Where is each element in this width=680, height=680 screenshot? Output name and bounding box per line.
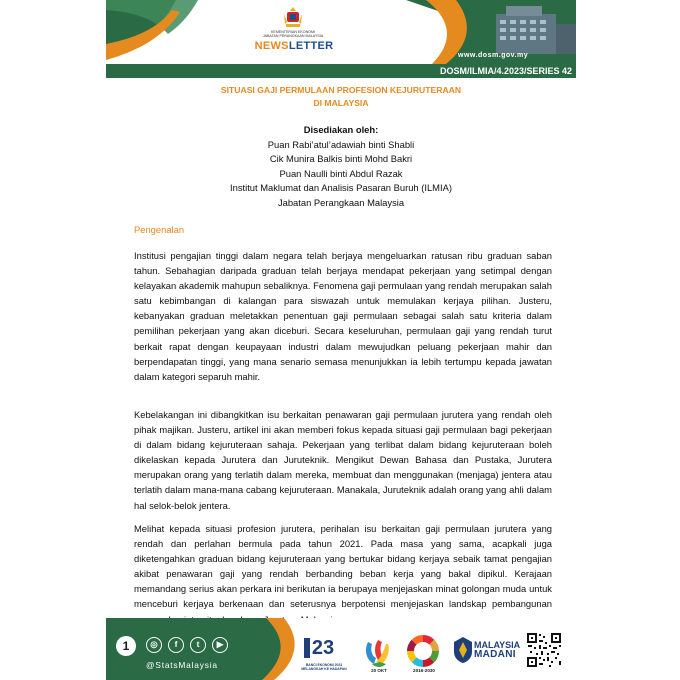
paragraph-2: Kebelakangan ini dibangkitkan isu berkaitan penawaran gaji permulaan jurutera yang rendah oleh pihak majikan. Justeru, artikel ini akan memberi fokus kepada situasi gaji permulaan bagi pekerjaan di dalam bidang kejuruteraan sahaja. Pekerjaan yang terlibat dalam bidang kejuruteraan boleh dikelaskan kepada Jurutera dan Juruteknik. Mengikut Dewan Bahasa dan Pustaka, Jurutera merupakan orang yang terlatih dalam mereka, membuat dan menggunakan (menjaga) jentera atau terlatih dalam mana-mana cabang kejuruteraan. Manakala, Juruteknik adalah orang yang ahli dalam hal selok-belok jentera. xyxy=(134,409,552,511)
newsletter-page xyxy=(106,0,576,680)
article-title-line-1: SITUASI GAJI PERMULAAN PROFESION KEJURUTERAAN xyxy=(220,85,462,95)
newsletter-letter: LETTER xyxy=(288,40,334,52)
article-title-line-2: DI MALAYSIA xyxy=(313,98,369,108)
website-url[interactable]: www.dosm.gov.my xyxy=(458,52,529,59)
prepared-by-heading: Disediakan oleh: xyxy=(303,124,379,135)
article-title xyxy=(106,84,576,110)
madani-line-2: MADANI xyxy=(474,649,516,660)
author-1: Puan Rabi’atul’adawiah binti Shabli xyxy=(267,138,415,150)
facebook-icon[interactable]: f xyxy=(168,637,184,653)
qr-code[interactable] xyxy=(526,632,562,668)
ministry-name xyxy=(246,30,340,38)
ministry-line-2: JABATAN PERANGKAAN MALAYSIA xyxy=(262,34,324,39)
organization-1: Institut Maklumat dan Analisis Pasaran Buruh (ILMIA) xyxy=(230,182,452,194)
sdg-wheel-logo xyxy=(406,634,440,668)
sdg-years: 2016-2030 xyxy=(413,668,435,673)
twitter-icon[interactable]: t xyxy=(190,637,206,653)
footer-banner xyxy=(106,618,576,680)
newsletter-logo xyxy=(254,40,334,52)
ministry-line-1: KEMENTERIAN EKONOMI xyxy=(271,30,315,34)
organization-2: Jabatan Perangkaan Malaysia xyxy=(277,196,405,208)
instagram-icon[interactable]: ◎ xyxy=(146,637,162,653)
paragraph-3: Melihat kepada situasi profesion jurutera, perihalan isu berkaitan gaji permulaan jurutera yang rendah dan perlahan bermula pada tahun 2021. Pada masa yang sama, acapkali juga diketengahkan graduan bidang kejuruteraan yang bertukar bidang kerjaya sebaik tamat pengajian akibat penawaran gaji yang rendah berbanding beban kerja yang bakal dipikul. Kerajaan memandang serius akan perkara ini berikutan ia berupaya menjejaskan minat golongan muda untuk menceburi kerjaya berkenaan dan seterusnya berpotensi menjejaskan landskap pembangunan xyxy=(134,523,552,610)
section-heading: Pengenalan xyxy=(134,224,185,235)
social-handle[interactable]: @StatsMalaysia xyxy=(146,660,218,670)
author-3: Puan Naulli binti Abdul Razak xyxy=(279,167,403,179)
paragraph-1: Institusi pengajian tinggi dalam negara telah berjaya mengeluarkan ratusan ribu graduan saban tahun. Sebahagian daripada graduan telah berjaya mendapat pekerjaan yang setimpal dengan kelayakan akademik mahupun sebaliknya. Fenomena gaji permulaan yang rendah merupakan salah satu kebimbangan di kalangan para siswazah untuk memulakan kerjaya pilihan. Justeru, kebanyakan graduan meletakkan penentuan gaji permulaan sebagai salah satu kriteria dalam pemilihan pekerjaan yang akan diceburi. Secara keseluruhan, permulaan gaji yang rendah turut berkait rapat dengan keupayaan industri dalam mewujudkan peluang pekerjaan mahir dan berpendapatan tinggi, yang mana senario semasa menunjukkan ia lebih tertumpu kepada jawatan dalam kategori separuh mahir. xyxy=(134,250,552,382)
banci-title: BANCI EKONOMI 2023 xyxy=(305,663,343,667)
newsletter-news: NEWS xyxy=(254,40,289,52)
author-2: Cik Munira Balkis binti Mohd Bakri xyxy=(269,153,413,165)
malaysia-madani-text xyxy=(474,640,520,660)
svg-text:23: 23 xyxy=(311,637,335,659)
prepared-by-block xyxy=(106,123,576,211)
page-number: 1 xyxy=(116,636,136,656)
event-date: 20 OKT xyxy=(371,668,387,673)
series-code: DOSM/ILMIA/4.2023/SERIES 42 xyxy=(439,66,572,76)
malaysia-crest-logo xyxy=(282,6,304,30)
madani-line-1: MALAYSIA xyxy=(474,640,521,650)
youtube-icon[interactable]: ▶ xyxy=(212,637,228,653)
colorful-event-logo xyxy=(362,638,394,670)
banci-subtitle: MELANGKAH KE HADAPAN xyxy=(301,667,347,671)
banci-ekonomi-text xyxy=(300,663,348,671)
header-banner xyxy=(106,0,576,64)
malaysia-madani-emblem xyxy=(452,636,474,664)
